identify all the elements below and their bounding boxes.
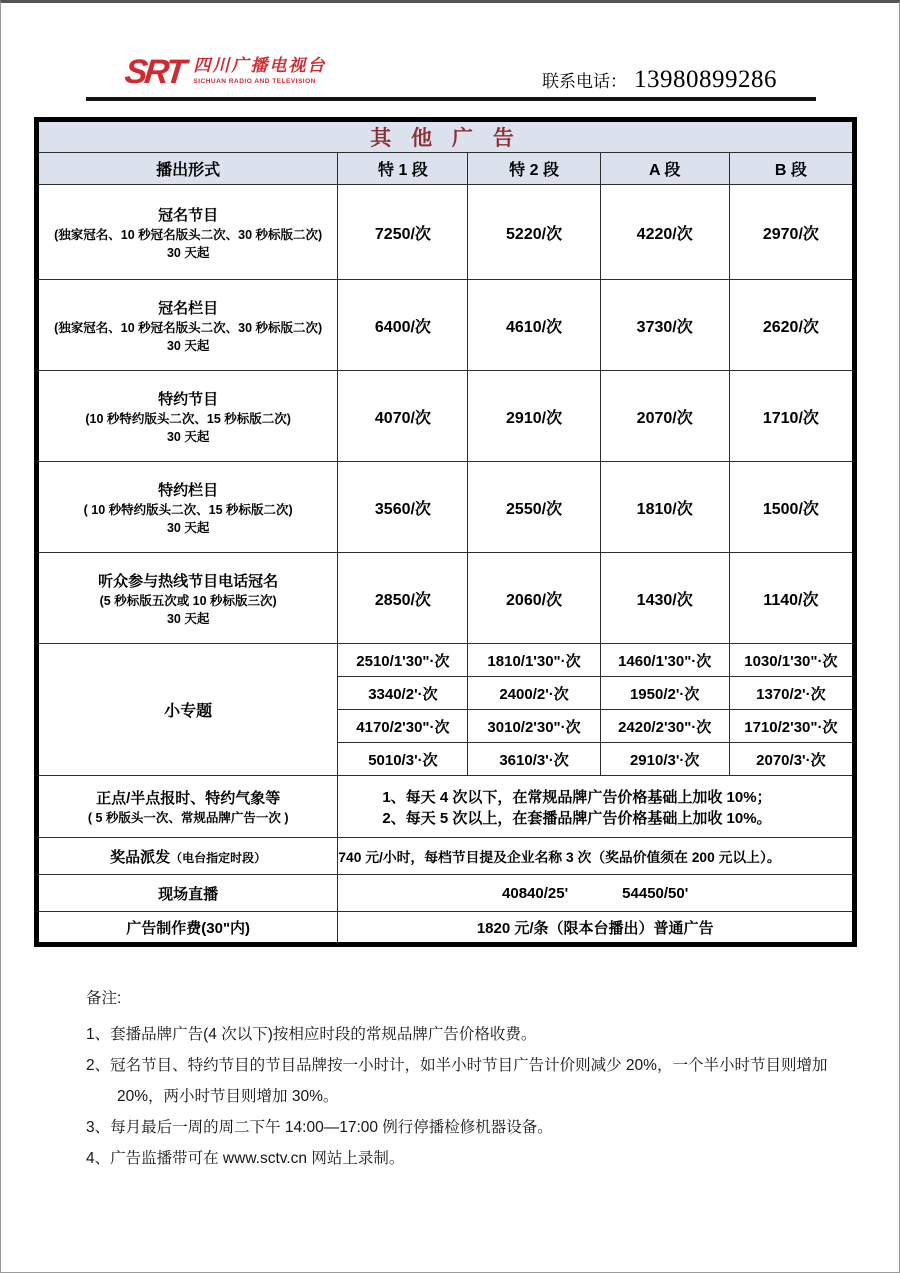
time-report-rule-2: 2、每天 5 次以上，在套播品牌广告价格基础上加收 10%。 [382,809,772,827]
prize-desc: （电台指定时段） [170,850,267,865]
price-cell: 2060/次 [468,553,600,644]
price-cell: 1950/2'·次 [600,677,729,710]
price-cell: 2620/次 [729,280,854,371]
price-cell: 7250/次 [338,185,468,280]
program-name: 冠名栏目 [158,299,219,317]
contact-info [542,66,777,94]
row-label [37,553,338,644]
table-row [37,838,855,875]
program-term: 30 天起 [166,520,210,535]
table-row [37,371,855,462]
price-cell: 2070/次 [600,371,729,462]
program-desc: (独家冠名、10 秒冠名版头二次、30 秒标版二次) [54,227,323,242]
price-cell: 3560/次 [338,462,468,553]
time-report-desc: ( 5 秒版头一次、常规品牌广告一次 ) [87,811,289,825]
note-item: 1、套播品牌广告(4 次以下)按相应时段的常规品牌广告价格收费。 [86,1026,537,1043]
topic-label: 小专题 [37,644,338,776]
row-label [37,280,338,371]
station-logo [125,55,326,89]
program-desc: (独家冠名、10 秒冠名版头二次、30 秒标版二次) [54,320,323,335]
program-term: 30 天起 [166,245,210,260]
station-name-cn: 四川广播电视台 [193,56,327,76]
table-title: 其 他 广 告 [37,120,855,153]
price-cell: 1140/次 [729,553,854,644]
col-header-b: B 段 [729,153,854,185]
col-header-te1: 特 1 段 [338,153,468,185]
table-row [37,462,855,553]
price-cell: 1370/2'·次 [729,677,854,710]
table-row [37,553,855,644]
price-cell: 1430/次 [600,553,729,644]
prize-name: 奖品派发 [110,848,171,866]
program-term: 30 天起 [166,429,210,444]
price-cell: 2850/次 [338,553,468,644]
row-label [37,776,338,838]
srt-logo-icon: SRT [123,53,186,91]
contact-phone: 13980899286 [634,66,777,93]
logo-text [193,57,326,85]
other-ads-price-table [34,117,857,947]
table-title-row [37,120,855,153]
note-item: 3、每月最后一周的周二下午 14:00—17:00 例行停播检修机器设备。 [86,1119,553,1136]
row-label [37,185,338,280]
col-header-format: 播出形式 [37,153,338,185]
prize-content: 740 元/小时，每档节目提及企业名称 3 次（奖品价值须在 200 元以上）。 [338,838,855,875]
program-name: 特约节目 [158,390,219,408]
price-cell: 2910/3'·次 [600,743,729,776]
col-header-a: A 段 [600,153,729,185]
time-report-rule-1: 1、每天 4 次以下，在常规品牌广告价格基础上加收 10%； [382,788,772,806]
price-cell: 4220/次 [600,185,729,280]
price-cell: 2970/次 [729,185,854,280]
price-cell: 4610/次 [468,280,600,371]
price-cell: 2420/2'30"·次 [600,710,729,743]
contact-label: 联系电话： [542,72,627,91]
table-row [37,776,855,838]
live-price-50: 54450/50' [622,884,689,902]
row-label [37,462,338,553]
price-cell: 5220/次 [468,185,600,280]
price-cell: 1030/1'30"·次 [729,644,854,677]
time-report-content [338,776,855,838]
price-cell: 3340/2'·次 [338,677,468,710]
production-content: 1820 元/条（限本台播出）普通广告 [338,912,855,945]
program-name: 听众参与热线节目电话冠名 [98,572,279,590]
price-cell: 2550/次 [468,462,600,553]
price-cell: 3010/2'30"·次 [468,710,600,743]
program-term: 30 天起 [166,338,210,353]
price-cell: 1710/2'30"·次 [729,710,854,743]
program-desc: (5 秒标版五次或 10 秒标版三次) [99,593,277,608]
price-cell: 2070/3'·次 [729,743,854,776]
col-header-te2: 特 2 段 [468,153,600,185]
note-item: 2、冠名节目、特约节目的节目品牌按一小时计，如半小时节目广告计价则减少 20%，一个半小时节目则增加 20%，两小时节目则增加 30%。 [86,1057,828,1105]
price-cell: 1810/1'30"·次 [468,644,600,677]
price-cell: 4070/次 [338,371,468,462]
station-name-en: SICHUAN RADIO AND TELEVISION [193,77,316,85]
row-label: 广告制作费(30"内) [37,912,338,945]
program-desc: (10 秒特约版头二次、15 秒标版二次) [85,411,291,426]
note-item: 4、广告监播带可在 www.sctv.cn 网站上录制。 [86,1150,405,1167]
price-cell: 2400/2'·次 [468,677,600,710]
notes-section [86,986,854,1174]
live-content [338,875,855,912]
price-cell: 1810/次 [600,462,729,553]
price-cell: 5010/3'·次 [338,743,468,776]
notes-title: 备注: [86,990,122,1007]
live-price-25: 40840/25' [502,884,569,902]
table-row [37,912,855,945]
table-row [37,644,855,677]
price-cell: 6400/次 [338,280,468,371]
price-cell: 1710/次 [729,371,854,462]
table-header-row [37,153,855,185]
price-cell: 3610/3'·次 [468,743,600,776]
price-cell: 2510/1'30"·次 [338,644,468,677]
header-divider [86,97,816,101]
program-name: 冠名节目 [158,206,219,224]
table-row [37,875,855,912]
row-label [37,371,338,462]
price-cell: 1460/1'30"·次 [600,644,729,677]
row-label: 现场直播 [37,875,338,912]
table-row [37,280,855,371]
price-cell: 3730/次 [600,280,729,371]
row-label [37,838,338,875]
price-cell: 1500/次 [729,462,854,553]
price-cell: 2910/次 [468,371,600,462]
program-term: 30 天起 [166,611,210,626]
price-cell: 4170/2'30"·次 [338,710,468,743]
program-name: 特约栏目 [158,481,219,499]
program-desc: ( 10 秒特约版头二次、15 秒标版二次) [83,502,293,517]
table-row [37,185,855,280]
time-report-name: 正点/半点报时、特约气象等 [96,790,281,807]
